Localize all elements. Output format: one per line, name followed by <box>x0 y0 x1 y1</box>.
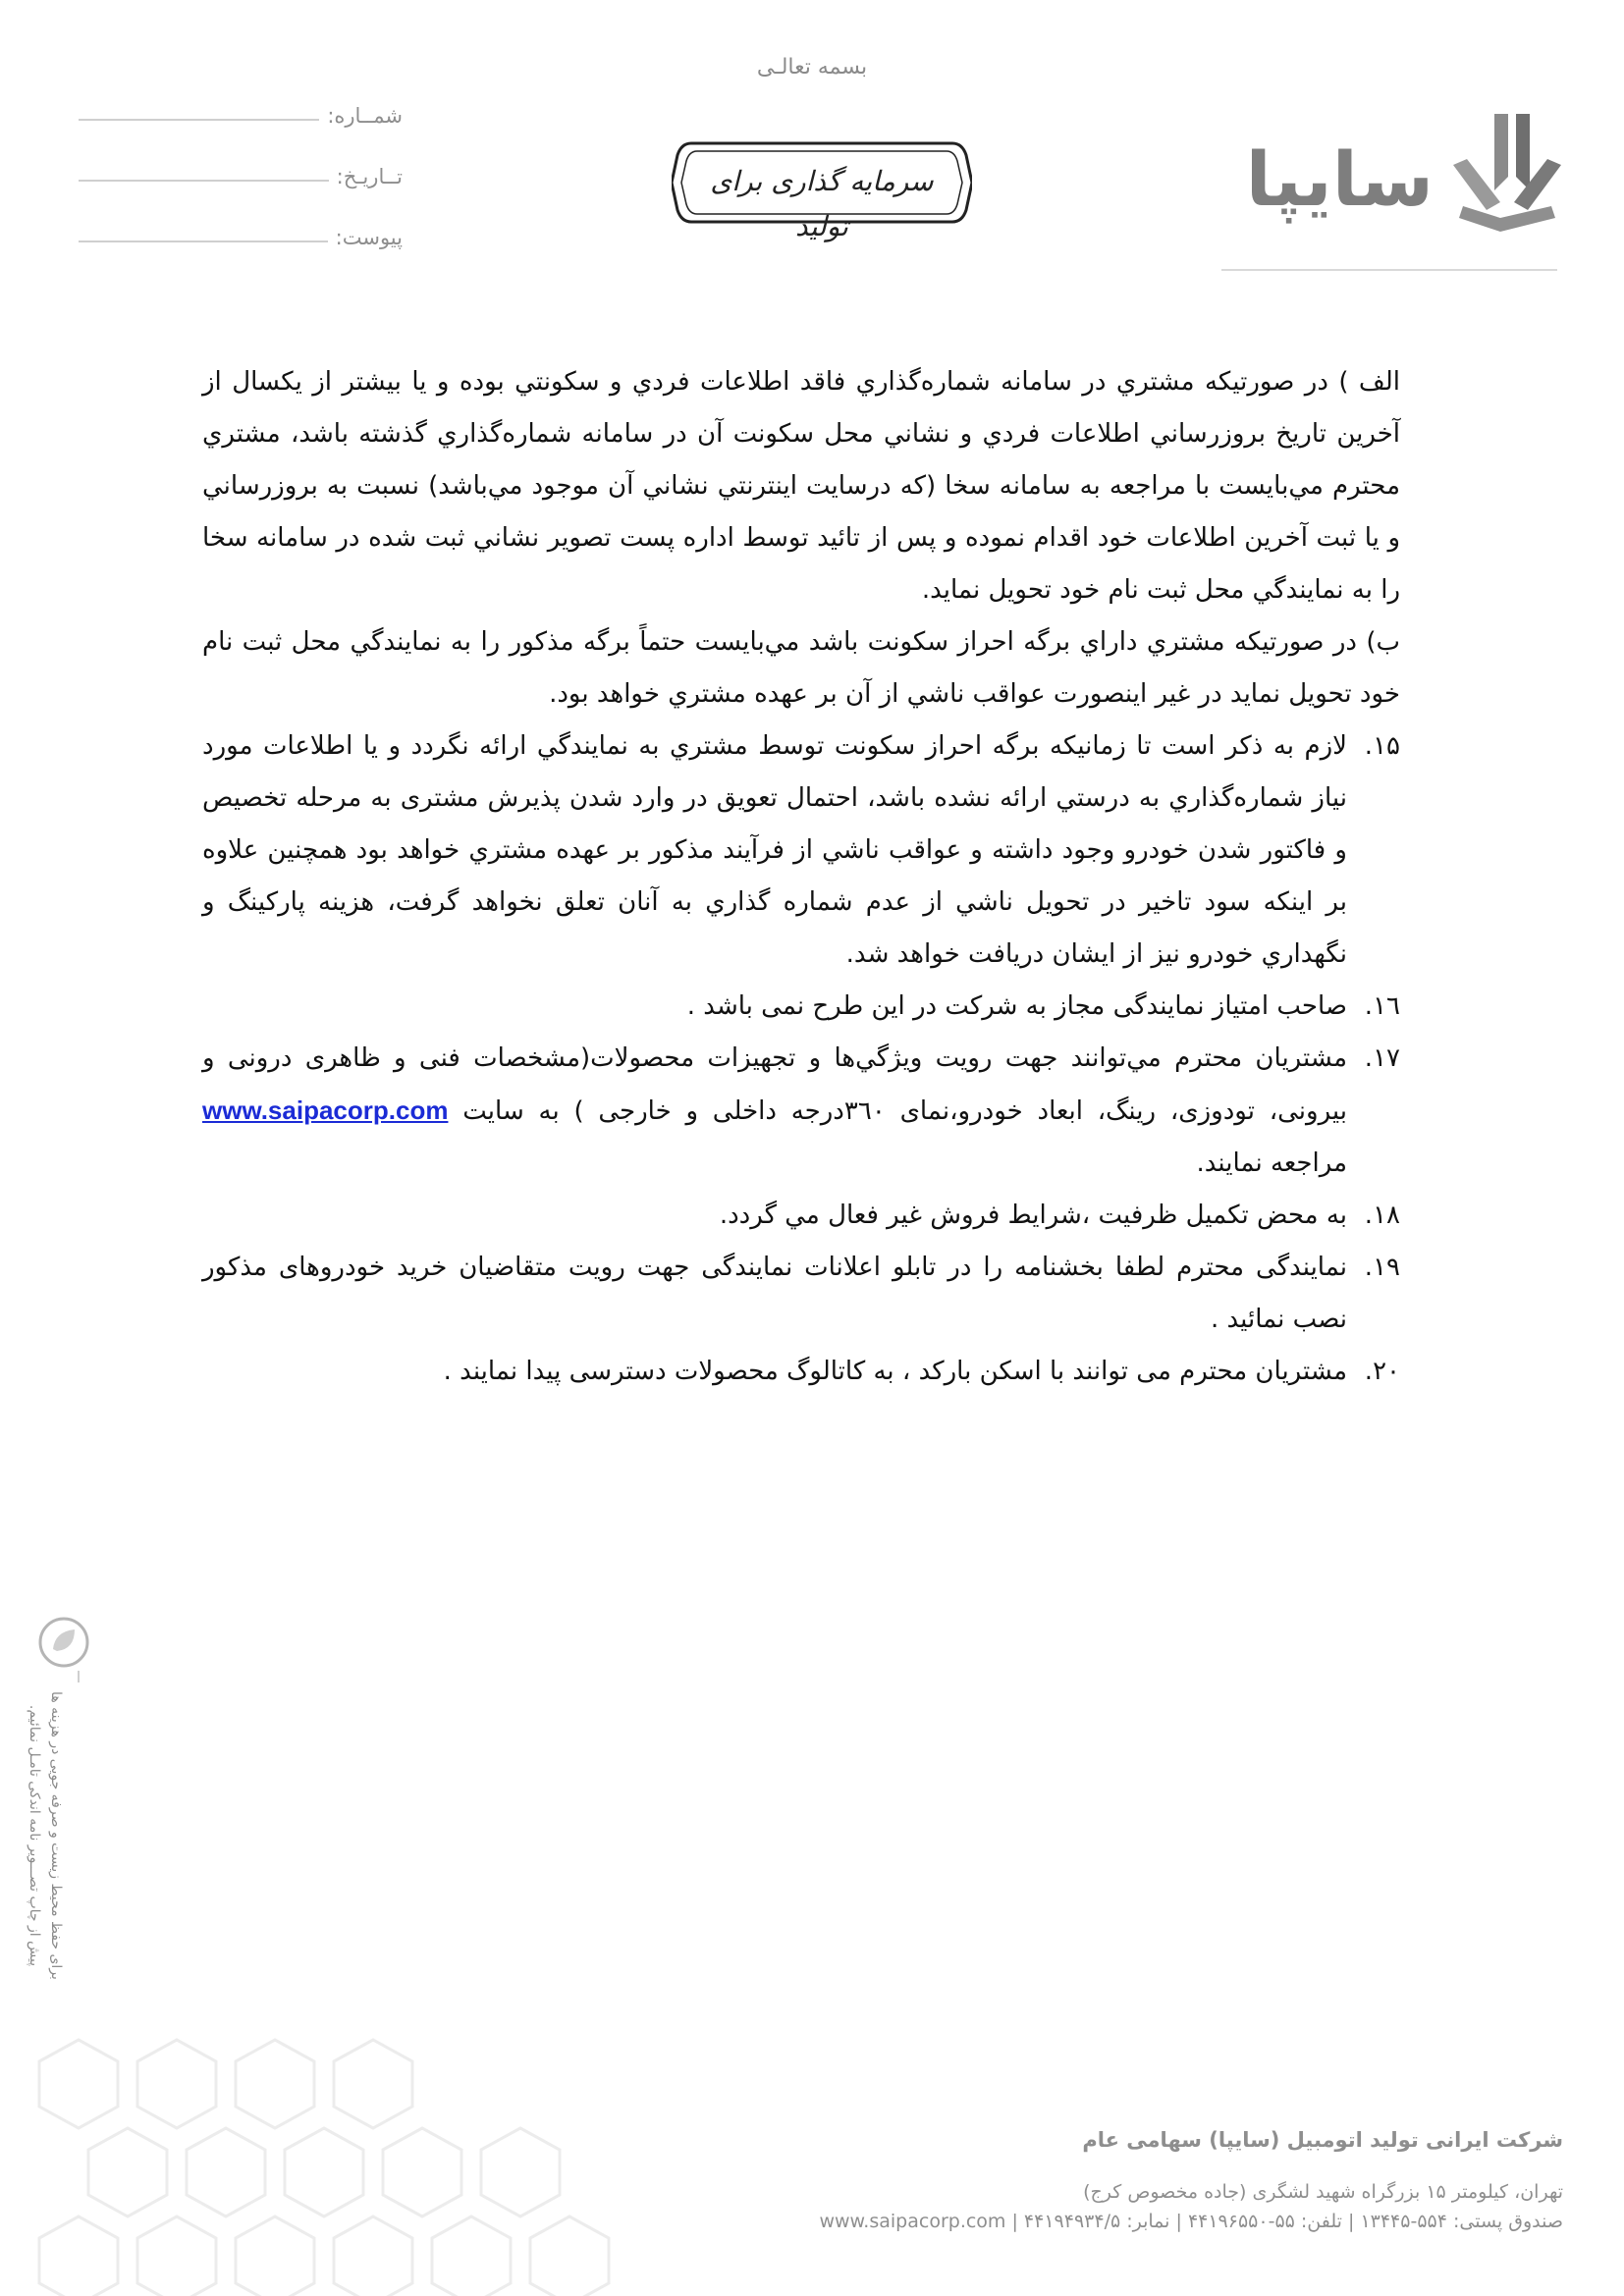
item-text: صاحب امتیاز نمایندگی مجاز به شرکت در این طرح نمی باشد . <box>686 991 1347 1021</box>
number-field <box>79 96 403 135</box>
saipa-logo-text: سایپا <box>1245 135 1434 223</box>
saipa-logo-icon <box>1443 108 1571 236</box>
list-item-16 <box>202 981 1400 1033</box>
eco-note-text: برای حفظ محیط زیست و صرفه جویی در هزینه ها پیش از چاپ تصـــویر نامه اندکی تامـل نمائیم. <box>27 1691 64 1980</box>
list-item-18 <box>202 1190 1400 1242</box>
item-text <box>202 1033 1347 1190</box>
list-item-17 <box>202 1033 1400 1190</box>
item-number: ۱۵. <box>1364 731 1400 761</box>
item-number: ۱۹. <box>1364 1253 1400 1282</box>
attachment-label: پیوست: <box>335 226 403 249</box>
item-text: لازم به ذکر است تا زمانیکه برگه احراز سکونت توسط مشتري به نمایندگي ارائه نگردد و یا اطلاعات مورد نیاز شماره‌گذاري به درستي ارائه نشده باشد، احتمال تعویق در وارد شدن پذیرش مشتری به مرحله تخصیص و فاکتور شدن خودرو وجود داشته و عواقب ناشي از فرآیند مذکور بر عهده مشتري خواهد بود همچنین علاوه بر اینکه سود تاخیر در تحویل ناشي از عدم شماره گذاري به آنان تعلق نخواهد گرفت، هزینه پارکینگ و نگهداري خودرو نیز از ایشان دریافت خواهد شد. <box>202 731 1347 969</box>
item-text: مشتریان محترم می توانند با اسکن بارکد ، به کاتالوگ محصولات دسترسی پیدا نمایند . <box>443 1357 1347 1386</box>
item-text-main: مشتریان محترم مي‌توانند جهت رویت ویژگي‌ها و تجهیزات محصولات(مشخصات فنی و ظاهری درونی و بیرونی، تودوزی، رینگ، ابعاد خودرو،نمای ۳٦۰درجه داخلی و خارجی ) به سایت <box>202 1043 1348 1126</box>
header-divider <box>1221 269 1557 271</box>
basmala-heading: بسمه تعالـی <box>756 55 868 80</box>
item-number: ۲۰. <box>1364 1357 1400 1386</box>
footer <box>687 2128 1563 2236</box>
item-number: ۱۷. <box>1364 1043 1400 1073</box>
letter-body <box>202 356 1400 1398</box>
date-label: تــاریـخ: <box>336 165 403 188</box>
footer-address: تهران، کیلومتر ۱۵ بزرگراه شهید لشگری (جاده مخصوص کرج) <box>1083 2181 1563 2203</box>
paragraph-be: ب) در صورتیکه مشتري داراي برگه احراز سکونت باشد مي‌بایست حتماً برگه مذکور را به نمایندگي محل ثبت نام خود تحویل نماید در غیر اینصورت عواقب ناشي از آن بر عهده مشتري خواهد بود. <box>202 627 1400 709</box>
decorative-pattern <box>0 2022 628 2296</box>
number-line <box>79 119 319 121</box>
list-item-20 <box>202 1346 1400 1398</box>
attachment-field <box>79 218 403 257</box>
eco-separator <box>78 1671 80 1682</box>
footer-company: شرکت ایرانی تولید اتومبیل (سایپا) سهامی عام <box>1082 2128 1563 2152</box>
item-text-after: مراجعه نمایند. <box>1196 1148 1347 1178</box>
list-item-15 <box>202 721 1400 981</box>
date-line <box>79 180 329 182</box>
slogan-text: سرمایه گذاری برای تولید <box>710 165 934 242</box>
number-label: شمــاره: <box>327 104 403 128</box>
item-number: ١٦. <box>1364 991 1400 1021</box>
list-item-19 <box>202 1242 1400 1346</box>
item-text: به محض تکمیل ظرفیت ،شرایط فروش غیر فعال مي گردد. <box>719 1201 1347 1230</box>
date-field <box>79 157 403 196</box>
eco-note <box>8 1688 82 1983</box>
saipacorp-website-link[interactable]: www.saipacorp.com <box>202 1095 449 1125</box>
footer-contact: صندوق پستی: ۵۵۴-۱۳۴۴۵ | تلفن: ۵۵-۴۴۱۹۶۵۵۰ | نمابر: ۴۴۱۹۴۹۳۴/۵ | www.saipacorp.com <box>819 2211 1563 2232</box>
item-text: نمایندگی محترم لطفا بخشنامه را در تابلو اعلانات نمایندگی جهت رویت متقاضیان خرید خودروهای مذکور نصب نمائید . <box>202 1253 1347 1334</box>
attachment-line <box>79 240 328 242</box>
item-number: ۱۸. <box>1364 1201 1400 1230</box>
paragraph-alef: الف ) در صورتیکه مشتري در سامانه شماره‌گذاري فاقد اطلاعات فردي و سکونتي بوده و یا بیشتر از یکسال از آخرین تاریخ بروزرساني اطلاعات فردي و نشاني محل سکونت آن در سامانه شماره‌گذاري گذشته باشد، مشتري محترم مي‌بایست با مراجعه به سامانه سخا (که درسایت اینترنتي نشاني آن موجود مي‌باشد) نسبت به بروزرساني و یا ثبت آخرین اطلاعات خود اقدام نموده و پس از تائید توسط اداره پست تصویر نشاني ثبت شده در سامانه سخا را به نمایندگي محل ثبت نام خود تحویل نماید. <box>202 367 1400 605</box>
leaf-icon <box>37 1616 90 1669</box>
